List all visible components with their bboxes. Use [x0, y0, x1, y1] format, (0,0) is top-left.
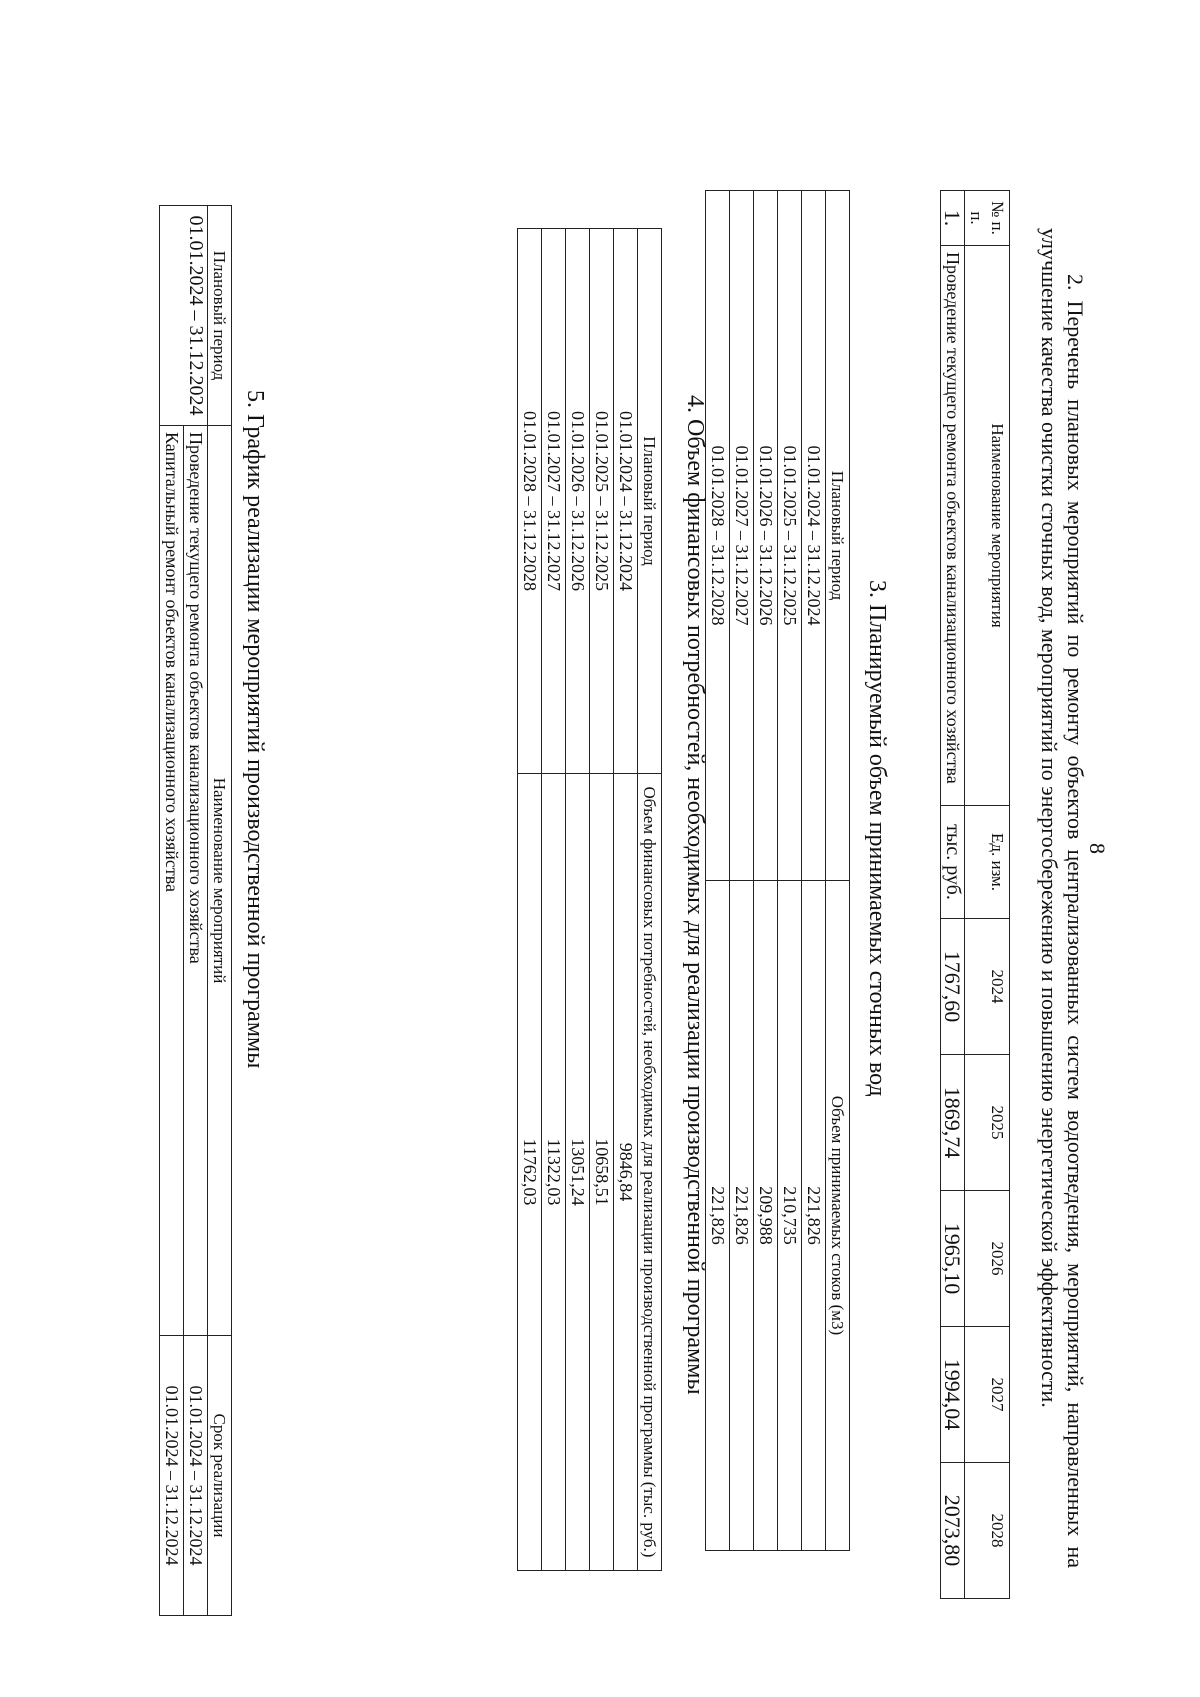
- financial-needs-table: [517, 228, 662, 1571]
- period-cell: 01.01.2025 – 31.12.2025: [590, 229, 614, 774]
- value-cell: 221,826: [706, 881, 730, 1551]
- column-header-term: Срок реализации: [208, 1336, 232, 1616]
- column-header-name: Наименование мероприятий: [208, 426, 232, 1336]
- table-row: [706, 191, 730, 1551]
- column-header-year: 2026: [965, 1191, 1010, 1327]
- section-4-heading: 4. Объем финансовых потребностей, необходимых для реализации производственной программы: [682, 395, 708, 1395]
- column-header-period: Плановый период: [826, 191, 850, 881]
- table-row: [778, 191, 802, 1551]
- section-2-intro-text: 2. Перечень плановых мероприятий по ремонту объектов централизованных систем водоотведения, мероприятий, направленных на улучшение качества очистки сточных вод, мероприятий по энергосбережению и повышению энергетической эффективности.: [1037, 228, 1088, 1568]
- table-row: [802, 191, 826, 1551]
- term-cell: 01.01.2024 – 31.12.2024: [160, 1336, 184, 1616]
- table-row: [754, 191, 778, 1551]
- value-cell: 11322,03: [542, 774, 566, 1571]
- table-row: [542, 229, 566, 1571]
- value-cell: 1994,04: [941, 1327, 965, 1463]
- term-cell: 01.01.2024 – 31.12.2024: [184, 1336, 208, 1616]
- table-row: [941, 191, 965, 1599]
- wastewater-volume-table: [705, 190, 850, 1551]
- value-cell: 2073,80: [941, 1463, 965, 1599]
- column-header-year: 2025: [965, 1055, 1010, 1191]
- table-row: [518, 229, 542, 1571]
- table-row: [730, 191, 754, 1551]
- activity-name: Проведение текущего ремонта объектов канализационного хозяйства: [941, 246, 965, 806]
- column-header-year: 2028: [965, 1463, 1010, 1599]
- period-cell: 01.01.2027 – 31.12.2027: [542, 229, 566, 774]
- table-header-row: [208, 206, 232, 1616]
- table-row: [590, 229, 614, 1571]
- column-header-volume: Объем финансовых потребностей, необходимых для реализации производственной программы (тыс. руб.): [638, 774, 662, 1571]
- column-header-name: Наименование мероприятия: [965, 246, 1010, 806]
- column-header-period: Плановый период: [638, 229, 662, 774]
- value-cell: 11762,03: [518, 774, 542, 1571]
- row-number: 1.: [941, 191, 965, 246]
- value-cell: 9846,84: [614, 774, 638, 1571]
- period-cell: 01.01.2026 – 31.12.2026: [754, 191, 778, 881]
- column-header-year: 2024: [965, 919, 1010, 1055]
- table-row: [184, 206, 208, 1616]
- section-2-intro: [1036, 228, 1088, 1568]
- period-cell: 01.01.2024 – 31.12.2024: [614, 229, 638, 774]
- value-cell: 210,735: [778, 881, 802, 1551]
- period-cell: 01.01.2025 – 31.12.2025: [778, 191, 802, 881]
- section-5-heading: 5. График реализации мероприятий производственной программы: [242, 390, 268, 1069]
- column-header-number: № п. п.: [965, 191, 1010, 246]
- activity-name: Капитальный ремонт объектов канализационного хозяйства: [160, 426, 184, 1336]
- value-cell: 1767,60: [941, 919, 965, 1055]
- schedule-table: [159, 205, 232, 1616]
- unit-cell: тыс. руб.: [941, 806, 965, 919]
- period-cell: 01.01.2024 – 31.12.2024: [802, 191, 826, 881]
- page-number: 8: [1085, 843, 1110, 854]
- table-row: [614, 229, 638, 1571]
- table-header-row: [826, 191, 850, 1551]
- table-header-row: [965, 191, 1010, 1599]
- column-header-year: 2027: [965, 1327, 1010, 1463]
- period-cell: 01.01.2027 – 31.12.2027: [730, 191, 754, 881]
- value-cell: 221,826: [730, 881, 754, 1551]
- table-row: [566, 229, 590, 1571]
- period-cell: 01.01.2028 – 31.12.2028: [518, 229, 542, 774]
- value-cell: 221,826: [802, 881, 826, 1551]
- value-cell: 1869,74: [941, 1055, 965, 1191]
- repair-plan-table: [940, 190, 1010, 1599]
- value-cell: 10658,51: [590, 774, 614, 1571]
- value-cell: 13051,24: [566, 774, 590, 1571]
- column-header-unit: Ед. изм.: [965, 806, 1010, 919]
- activity-name: Проведение текущего ремонта объектов канализационного хозяйства: [184, 426, 208, 1336]
- period-cell: 01.01.2024 – 31.12.2024: [160, 206, 208, 426]
- value-cell: 209,988: [754, 881, 778, 1551]
- value-cell: 1965,10: [941, 1191, 965, 1327]
- column-header-period: Плановый период: [208, 206, 232, 426]
- table-header-row: [638, 229, 662, 1571]
- column-header-volume: Объем принимаемых стоков (м3): [826, 881, 850, 1551]
- period-cell: 01.01.2026 – 31.12.2026: [566, 229, 590, 774]
- period-cell: 01.01.2028 – 31.12.2028: [706, 191, 730, 881]
- section-3-heading: 3. Планируемый объем принимаемых сточных вод: [864, 580, 890, 1097]
